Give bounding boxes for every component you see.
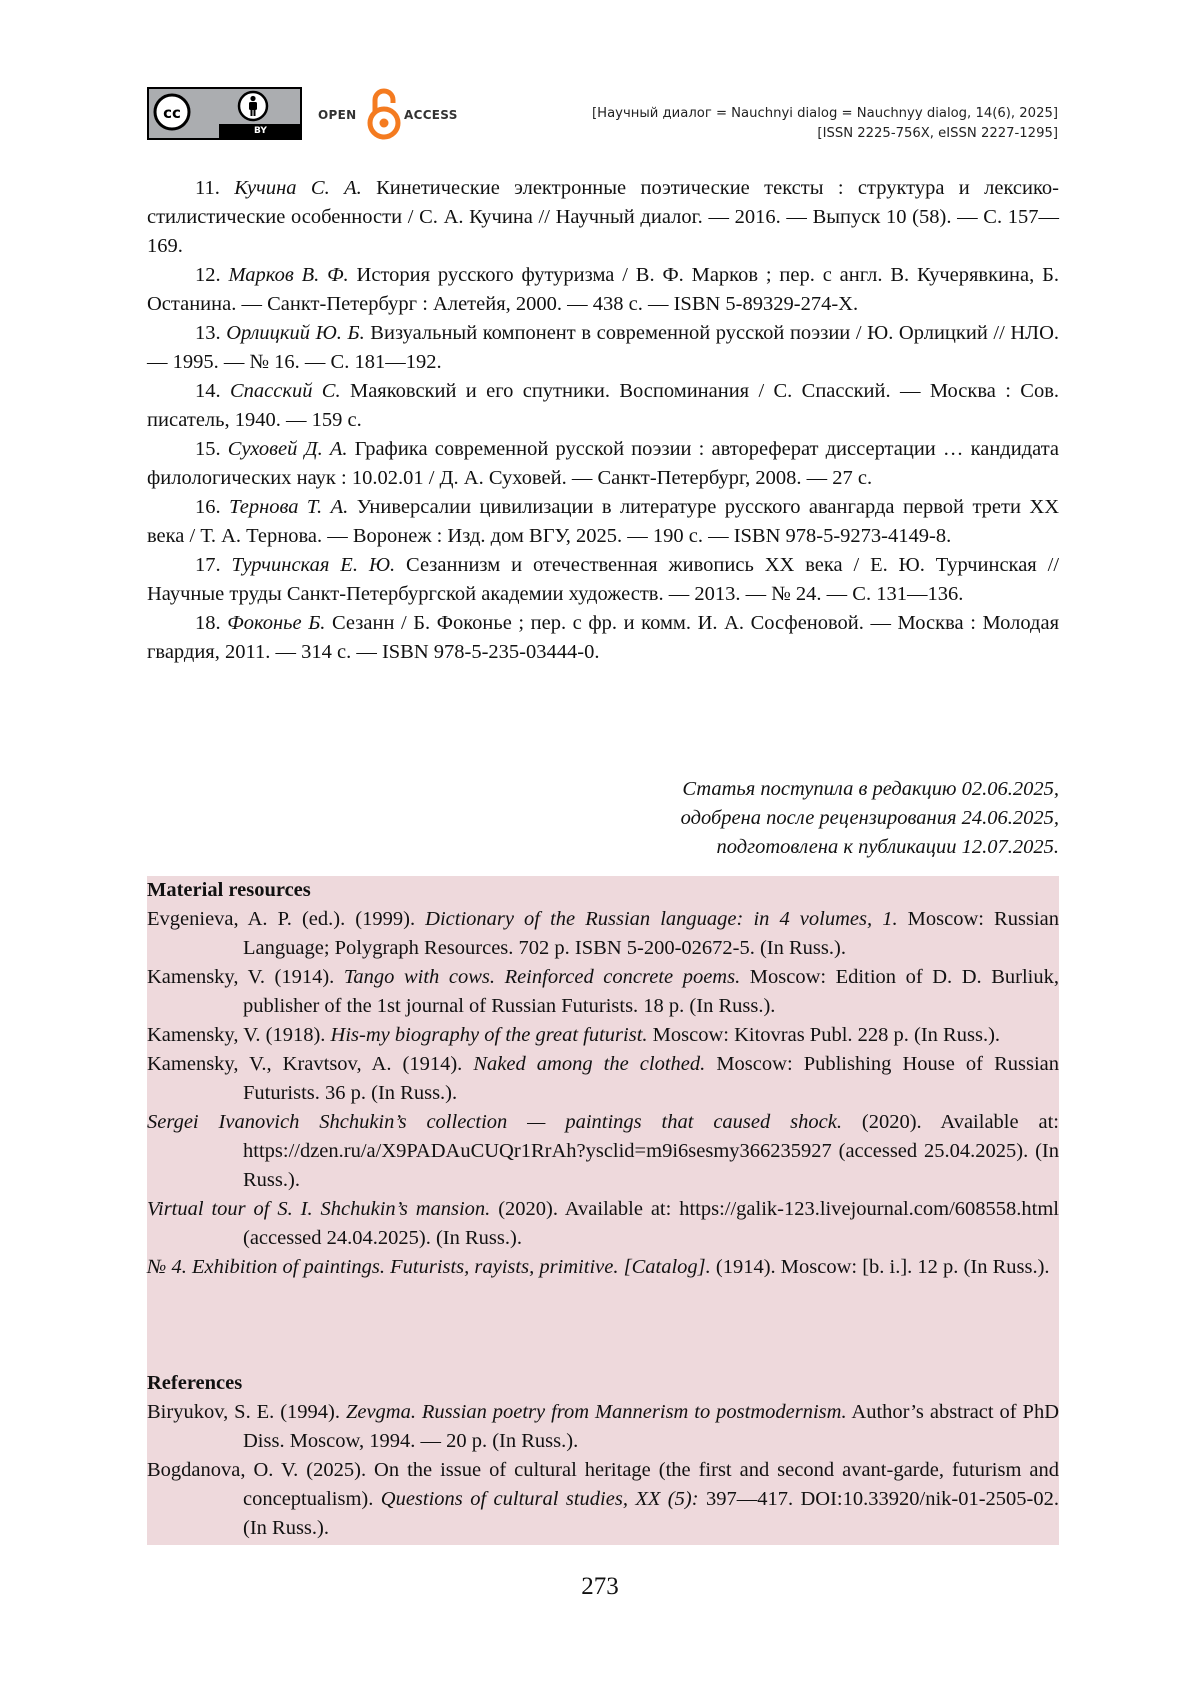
open-lock-icon	[366, 85, 402, 141]
references-list	[147, 174, 1059, 667]
creative-commons-icon	[152, 92, 192, 132]
english-reference-item: Biryukov, S. E. (1994). Zevgma. Russian poetry from Mannerism to postmodernism. Author’s abstract of PhD Diss. Moscow, 1994. — 20 p. (In Russ.).	[147, 1401, 1059, 1452]
journal-title-line: [Научный диалог = Nauchnyi dialog = Nauchnyy dialog, 14(6), 2025]	[592, 106, 1058, 121]
material-resources-heading: Material resources	[147, 879, 311, 901]
material-resource-item: Kamensky, V. (1918). His-my biography of the great futurist. Moscow: Kitovras Publ. 228 p. (In Russ.).	[147, 1024, 1001, 1046]
page-number: 273	[581, 1573, 619, 1600]
material-resource-item: Virtual tour of S. I. Shchukin’s mansion. (2020). Available at: https://galik-123.livejournal.com/608558.html (accessed 24.04.2025). (In Russ.).	[147, 1198, 1059, 1249]
material-resource-item: Sergei Ivanovich Shchukin’s collection — paintings that caused shock. (2020). Available at: https://dzen.ru/a/X9PADAuCUQr1RrAh?ysclid=m9i6sesmy366235927 (accessed 25.04.2025). (In Russ.).	[147, 1111, 1059, 1191]
reference-item: 14. Спасский С. Маяковский и его спутники. Воспоминания / С. Спасский. — Москва : Сов. писатель, 1940. — 159 с.	[147, 380, 1060, 431]
reference-item: 16. Тернова Т. А. Универсалии цивилизации в литературе русского авангарда первой трети XX века / Т. А. Тернова. — Воронеж : Изд. дом ВГУ, 2025. — 190 с. — ISBN 978-5-9273-4149-8.	[147, 496, 1059, 547]
reference-item: 17. Турчинская Е. Ю. Сезаннизм и отечественная живопись XX века / Е. Ю. Турчинская // Научные труды Санкт-Петербургской академии художеств. — 2013. — № 24. — С. 131—136.	[147, 554, 1060, 605]
accepted-date: подготовлена к публикации 12.07.2025.	[716, 836, 1059, 858]
reference-item: 13. Орлицкий Ю. Б. Визуальный компонент в современной русской поэзии / Ю. Орлицкий // НЛО. — 1995. — № 16. — С. 181—192.	[147, 322, 1060, 373]
svg-text:cc: cc	[163, 104, 181, 122]
english-references-section	[147, 1369, 1059, 1543]
reference-item: 12. Марков В. Ф. История русского футуризма / В. Ф. Марков ; пер. с англ. В. Кучерявкина, Б. Останина. — Санкт-Петербург : Алетейя, 2000. — 438 с. — ISBN 5-89329-274-X.	[147, 264, 1059, 315]
attribution-person-icon	[237, 90, 269, 122]
open-access-access-text: ACCESS	[404, 108, 458, 122]
english-reference-item: Bogdanova, O. V. (2025). On the issue of cultural heritage (the first and second avant-garde, futurism and conceptualism). Questions of cultural studies, XX (5): 397—417. DOI:10.33920/nik-01-2505-02. (In Russ.).	[147, 1459, 1059, 1539]
cc-by-license-badge	[147, 87, 302, 140]
article-dates	[681, 775, 1059, 862]
material-resource-item: Evgenieva, A. P. (ed.). (1999). Dictionary of the Russian language: in 4 volumes, 1. Moscow: Russian Language; Polygraph Resources. 702 p. ISBN 5-200-02672-5. (In Russ.).	[147, 908, 1059, 959]
material-resources-section	[147, 876, 1059, 1282]
cc-by-label: BY	[219, 124, 302, 138]
approved-date: одобрена после рецензирования 24.06.2025,	[680, 807, 1059, 829]
material-resource-item: Kamensky, V., Kravtsov, A. (1914). Naked among the clothed. Moscow: Publishing House of Russian Futurists. 36 p. (In Russ.).	[147, 1053, 1059, 1104]
references-heading: References	[147, 1372, 243, 1394]
journal-issn-line: [ISSN 2225-756X, eISSN 2227-1295]	[817, 126, 1058, 141]
open-access-logo	[318, 85, 463, 140]
reference-item: 11. Кучина С. А. Кинетические электронные поэтические тексты : структура и лексико-стилистические особенности / С. А. Кучина // Научный диалог. — 2016. — Выпуск 10 (58). — С. 157—169.	[147, 177, 1059, 257]
received-date: Статья поступила в редакцию 02.06.2025,	[682, 778, 1059, 800]
open-access-open-text: OPEN	[318, 108, 357, 122]
material-resource-item: Kamensky, V. (1914). Tango with cows. Reinforced concrete poems. Moscow: Edition of D. D. Burliuk, publisher of the 1st journal of Russian Futurists. 18 p. (In Russ.).	[147, 966, 1059, 1017]
reference-item: 15. Суховей Д. А. Графика современной русской поэзии : автореферат диссертации … кандидата филологических наук : 10.02.01 / Д. А. Суховей. — Санкт-Петербург, 2008. — 27 с.	[147, 438, 1060, 489]
material-resource-item: № 4. Exhibition of paintings. Futurists, rayists, primitive. [Catalog]. (1914). Moscow: [b. i.]. 12 p. (In Russ.).	[147, 1256, 1050, 1278]
reference-item: 18. Фоконье Б. Сезанн / Б. Фоконье ; пер. с фр. и комм. И. А. Сосфеновой. — Москва : Молодая гвардия, 2011. — 314 с. — ISBN 978-5-235-03444-0.	[147, 612, 1060, 663]
journal-citation	[592, 104, 1058, 144]
